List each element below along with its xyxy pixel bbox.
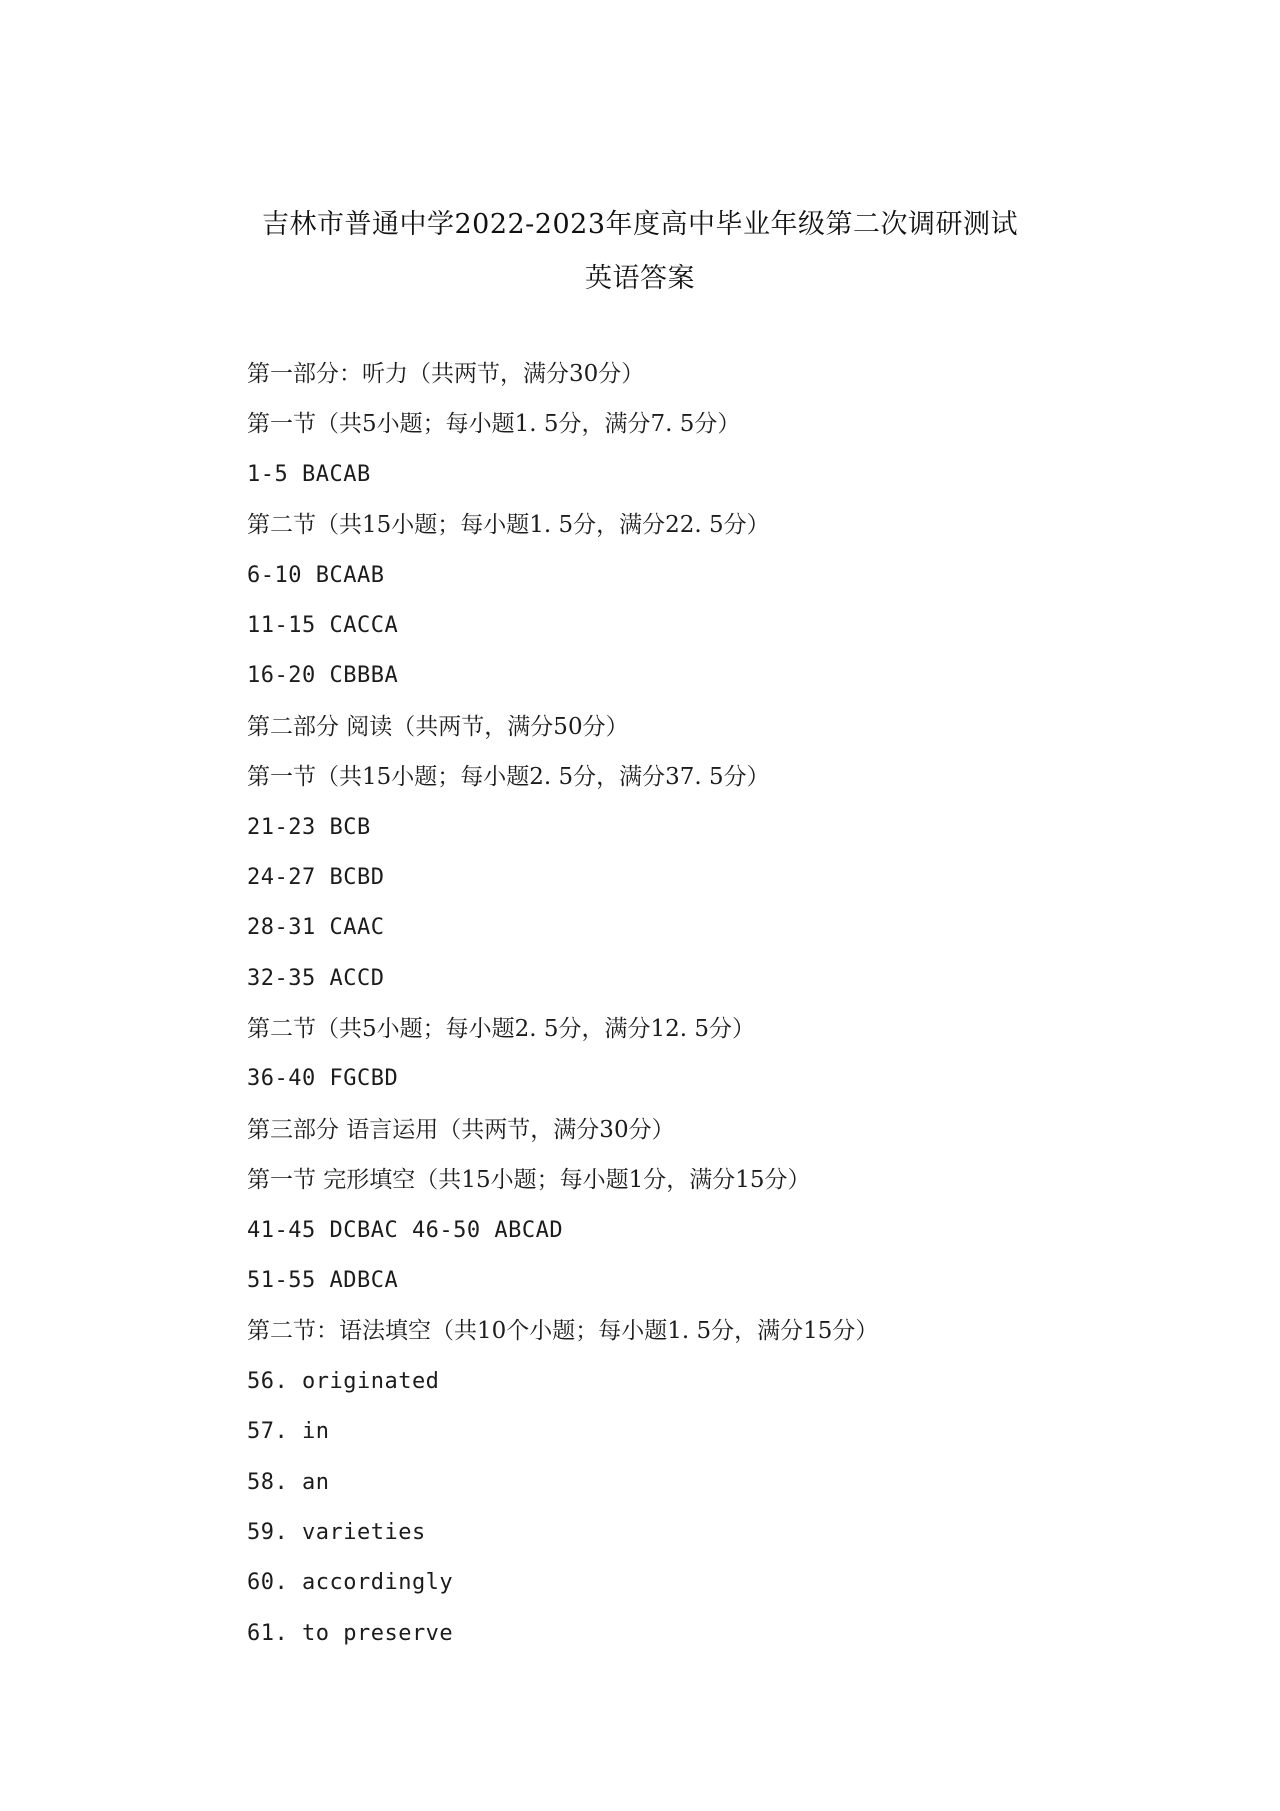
answer-line-4: 第二节（共15小题；每小题1. 5分，满分22. 5分） [247,512,770,539]
answer-line-14: 第二节（共5小题；每小题2. 5分，满分12. 5分） [247,1016,756,1043]
answer-line-20: 第二节：语法填空（共10个小题；每小题1. 5分，满分15分） [247,1318,879,1345]
answer-line-12: 28-31 CAAC [247,915,385,941]
answer-line-7: 16-20 CBBBA [247,663,399,689]
answer-line-22: 57. in [247,1419,330,1445]
answer-line-19: 51-55 ADBCA [247,1268,399,1294]
answer-line-24: 59. varieties [247,1519,426,1545]
answer-line-5: 6-10 BCAAB [247,562,385,588]
answer-line-23: 58. an [247,1469,330,1495]
answer-line-13: 32-35 ACCD [247,965,385,991]
answer-line-8: 第二部分 阅读（共两节，满分50分） [247,713,629,740]
document-subtitle: 英语答案 [585,263,695,294]
document-title: 吉林市普通中学2022-2023年度高中毕业年级第二次调研测试 [261,209,1019,240]
answer-line-2: 第一节（共5小题；每小题1. 5分，满分7. 5分） [247,411,741,438]
answer-list [247,352,878,1662]
answer-line-26: 61. to preserve [247,1620,454,1646]
answer-line-25: 60. accordingly [247,1570,454,1596]
answer-line-3: 1-5 BACAB [247,461,371,487]
answer-line-11: 24-27 BCBD [247,864,385,890]
answer-line-15: 36-40 FGCBD [247,1066,399,1092]
answer-line-17: 第一节 完形填空（共15小题；每小题1分，满分15分） [247,1167,811,1194]
answer-line-18: 41-45 DCBAC 46-50 ABCAD [247,1217,564,1243]
answer-line-6: 11-15 CACCA [247,612,399,638]
answer-line-1: 第一部分：听力（共两节，满分30分） [247,361,645,387]
answer-line-9: 第一节（共15小题；每小题2. 5分，满分37. 5分） [247,764,770,791]
answer-line-10: 21-23 BCB [247,814,371,840]
answer-line-16: 第三部分 语言运用（共两节，满分30分） [247,1116,675,1143]
answer-line-21: 56. originated [247,1368,440,1394]
